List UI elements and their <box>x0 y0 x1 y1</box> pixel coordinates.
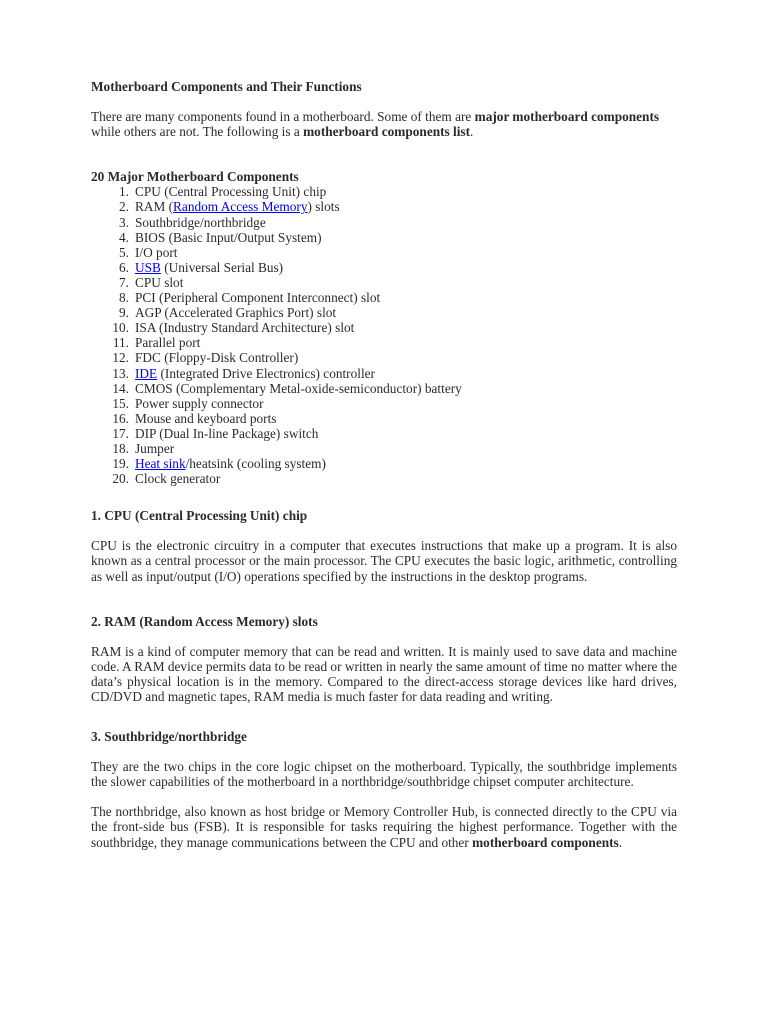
list-item-text <box>135 350 298 365</box>
list-item-text <box>135 441 174 456</box>
list-item <box>91 230 677 245</box>
spacer <box>91 486 677 508</box>
list-item-text <box>135 411 276 426</box>
section-body-ram: RAM is a kind of computer memory that can be read and written. It is mainly used to save data and machine code. A RAM device permits data to be read or written in nearly the same amount of time no matter where the data’s physical location is in the memory. Compared to the direct-access storage devices like hard drives, CD/DVD and magnetic tapes, RAM media is much faster for data reading and writing. <box>91 643 677 704</box>
list-item-text <box>135 215 266 230</box>
list-item-text <box>135 230 322 245</box>
list-item-text-post: (Integrated Drive Electronics) controller <box>157 365 375 381</box>
list-item-text <box>135 245 177 260</box>
list-item-number: 13. <box>112 365 129 381</box>
list-item-text <box>135 335 200 350</box>
section-body-bridge-1: They are the two chips in the core logic chipset on the motherboard. Typically, the southbridge implements the slower capabilities of the motherboard in a northbridge/southbridge chipset computer architecture. <box>91 759 677 790</box>
list-item-number: 17. <box>112 425 129 441</box>
intro-text-2: while others are not. The following is a <box>91 124 304 140</box>
list-item-link[interactable]: IDE <box>135 365 158 381</box>
list-item-number: 2. <box>119 199 129 215</box>
bridge-text-1: The northbridge, also known as host bridge or Memory Controller Hub, is connected directly to the CPU via the front-side bus (FSB). It is responsible for tasks requiring the highest performance. Together with the southbridge, they manage communications between the CPU and other <box>91 804 677 850</box>
list-item-text <box>135 471 220 486</box>
spacer <box>91 789 677 804</box>
list-item-number: 8. <box>119 290 129 306</box>
list-item-number: 5. <box>119 244 129 260</box>
list-item-text <box>135 275 183 290</box>
list-item-text-post: /heatsink (cooling system) <box>185 456 326 472</box>
list-item <box>91 290 677 305</box>
list-item-text-post: ) slots <box>307 199 340 215</box>
list-item-text <box>135 290 380 305</box>
list-item-text-pre: DIP (Dual In-line Package) switch <box>135 425 319 441</box>
section-heading-ram: 2. RAM (Random Access Memory) slots <box>91 613 318 629</box>
list-item-text-pre: Mouse and keyboard ports <box>135 410 277 426</box>
list-item-number: 15. <box>112 395 129 411</box>
bridge-text-3: . <box>618 834 623 850</box>
list-item-text <box>135 396 264 411</box>
list-item-text <box>135 199 340 214</box>
list-item-text-pre: I/O port <box>135 244 178 260</box>
intro-bold-1: major motherboard components <box>474 109 660 125</box>
list-item <box>91 215 677 230</box>
list-item-number: 14. <box>112 380 129 396</box>
list-item-number: 9. <box>119 305 129 321</box>
list-item-number: 20. <box>112 471 129 487</box>
list-item-text-pre: FDC (Floppy-Disk Controller) <box>135 350 299 366</box>
list-item-number: 1. <box>119 184 129 200</box>
list-item-text-pre: RAM ( <box>135 199 174 215</box>
list-item <box>91 320 677 335</box>
list-item <box>91 456 677 471</box>
list-item-number: 11. <box>112 335 129 351</box>
components-list <box>91 184 677 486</box>
list-item <box>91 366 677 381</box>
list-item-text <box>135 366 375 381</box>
list-item-number: 6. <box>119 259 129 275</box>
list-item-number: 10. <box>112 320 129 336</box>
section-body-bridge-2 <box>91 804 677 849</box>
document-title: Motherboard Components and Their Functions <box>91 79 362 94</box>
list-item-text-pre: AGP (Accelerated Graphics Port) slot <box>135 305 337 321</box>
list-item-text-pre: CMOS (Complementary Metal-oxide-semiconductor) battery <box>135 380 462 396</box>
list-item-text <box>135 456 326 471</box>
section-body-cpu: CPU is the electronic circuitry in a computer that executes instructions that make up a program. It is also known as a central processor or the main processor. The CPU executes the basic logic, arithmetic, controlling as well as input/output (I/O) operations specified by the instructions in the desktop programs. <box>91 538 677 584</box>
list-item-text <box>135 320 354 335</box>
intro-text-3: . <box>470 124 474 140</box>
list-item-text-pre: Southbridge/northbridge <box>135 214 266 230</box>
list-item <box>91 411 677 426</box>
list-item-text-pre: CPU slot <box>135 274 184 290</box>
list-item <box>91 245 677 260</box>
list-item-text <box>135 426 318 441</box>
list-item-text-pre: Parallel port <box>135 335 201 351</box>
list-item <box>91 184 677 199</box>
list-item-link[interactable]: Random Access Memory <box>173 199 308 215</box>
list-item-text <box>135 260 283 275</box>
list-item <box>91 199 677 214</box>
intro-paragraph <box>91 109 677 139</box>
list-item <box>91 275 677 290</box>
list-item-link[interactable]: Heat sink <box>135 456 186 472</box>
list-item-number: 7. <box>119 274 129 290</box>
list-item <box>91 305 677 320</box>
list-item-text-pre: CPU (Central Processing Unit) chip <box>135 184 327 200</box>
list-item <box>91 396 677 411</box>
list-item-link[interactable]: USB <box>135 259 161 275</box>
list-item <box>91 426 677 441</box>
list-item <box>91 471 677 486</box>
section-heading-bridge: 3. Southbridge/northbridge <box>91 729 247 745</box>
list-heading: 20 Major Motherboard Components <box>91 169 299 185</box>
list-item-text <box>135 305 336 320</box>
list-item-text <box>135 184 326 199</box>
list-item-text-pre: Clock generator <box>135 471 221 487</box>
list-item-text-pre: Power supply connector <box>135 395 264 411</box>
list-item-number: 4. <box>119 229 129 245</box>
list-item-text-post: (Universal Serial Bus) <box>160 259 284 275</box>
spacer <box>91 704 677 719</box>
list-item <box>91 260 677 275</box>
spacer <box>91 584 677 614</box>
list-item <box>91 350 677 365</box>
list-item-number: 12. <box>112 350 129 366</box>
list-item <box>91 381 677 396</box>
bridge-bold: motherboard components <box>472 834 619 850</box>
list-item-text-pre: Jumper <box>135 440 175 456</box>
list-item-number: 3. <box>119 214 129 230</box>
list-item <box>91 335 677 350</box>
list-item-number: 16. <box>112 410 129 426</box>
section-heading-cpu: 1. CPU (Central Processing Unit) chip <box>91 508 308 524</box>
intro-bold-2: motherboard components list <box>303 124 471 140</box>
list-item-text-pre: ISA (Industry Standard Architecture) slot <box>135 320 355 336</box>
list-item-number: 18. <box>112 440 129 456</box>
list-item-text <box>135 381 462 396</box>
spacer <box>91 719 677 729</box>
document-content <box>91 79 677 850</box>
list-item-text-pre: PCI (Peripheral Component Interconnect) slot <box>135 290 381 306</box>
list-item-text-pre: BIOS (Basic Input/Output System) <box>135 229 322 245</box>
intro-text-1: There are many components found in a motherboard. Some of them are <box>91 109 475 125</box>
list-item <box>91 441 677 456</box>
list-item-number: 19. <box>112 456 129 472</box>
